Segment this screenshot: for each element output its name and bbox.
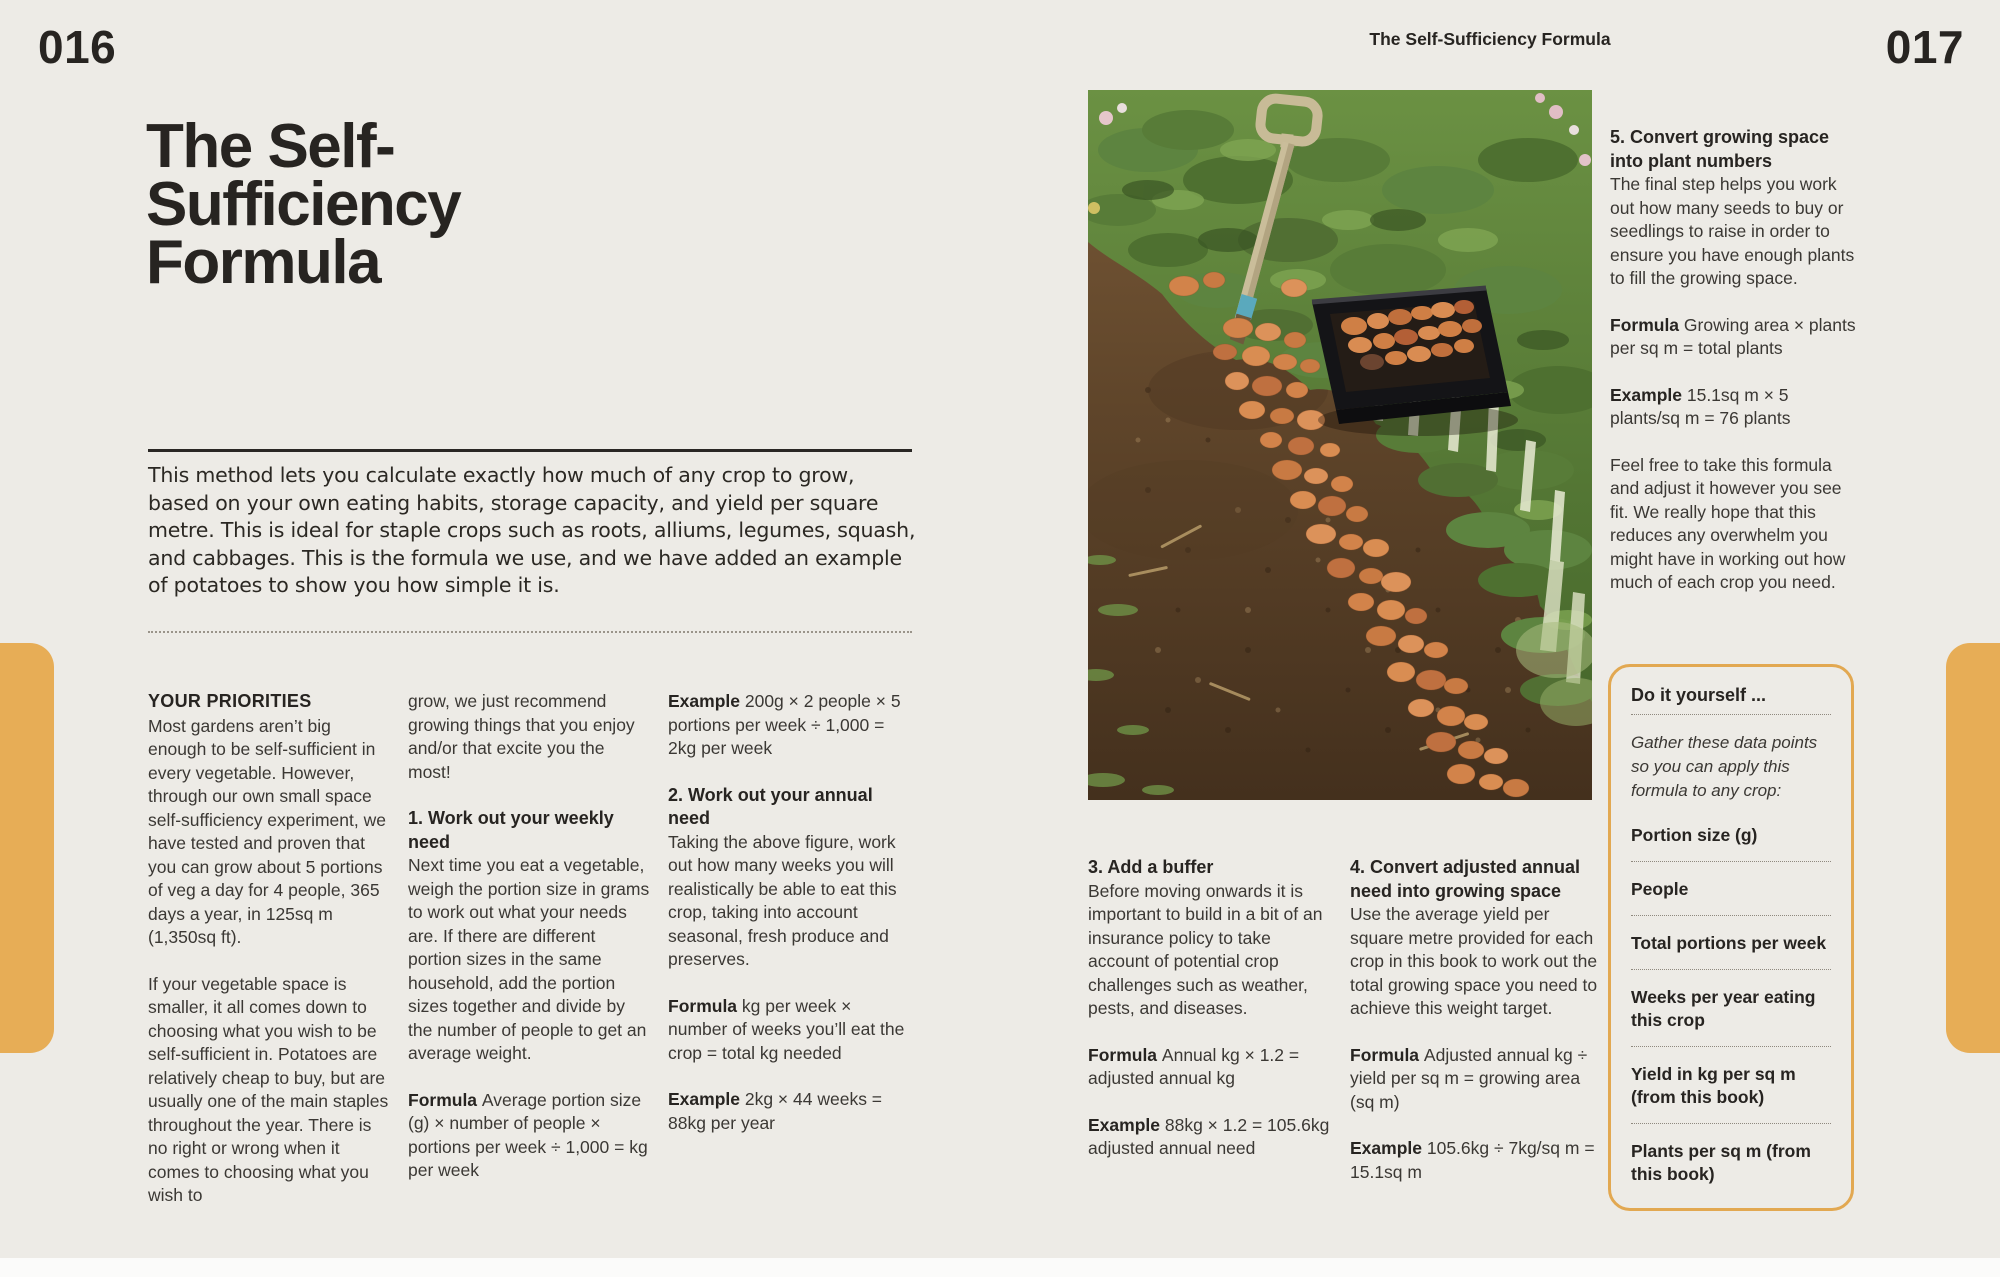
example-text: 200g × 2 people × 5 portions per week ÷ 1,000 = 2kg per week	[668, 691, 901, 758]
example-label: Example	[668, 1089, 740, 1109]
step4-body: Use the average yield per square metre provided for each crop in this book to work out the total growing space you need to achieve this weight target.	[1350, 904, 1598, 1018]
example-text: 88kg × 1.2 = 105.6kg adjusted annual need	[1088, 1114, 1330, 1158]
formula-text: Annual kg × 1.2 = adjusted annual kg	[1088, 1044, 1300, 1088]
formula-label: Formula	[408, 1089, 478, 1110]
step5-example-paragraph	[1610, 384, 1860, 431]
potato-crate	[1312, 288, 1518, 436]
step5-body: The final step helps you work out how many seeds to buy or seedlings to raise in order to ensure you have enough plants to fill the growing space.	[1610, 174, 1855, 288]
formula-label: Formula	[1350, 1044, 1420, 1065]
right-edge-tab	[1946, 643, 2000, 1053]
step5-formula-paragraph	[1610, 314, 1860, 361]
step4-example-paragraph	[1350, 1137, 1598, 1184]
do-it-yourself-box	[1608, 664, 1854, 1211]
example-text: 105.6kg ÷ 7kg/sq m = 15.1sq m	[1350, 1138, 1595, 1182]
formula-label: Formula	[668, 995, 738, 1016]
title-line-1: The Self-	[146, 112, 395, 181]
step2-heading: 2. Work out your annual need	[668, 784, 873, 828]
step3-example-paragraph	[1088, 1114, 1334, 1161]
page-left	[0, 0, 1000, 1258]
page-title	[146, 112, 461, 297]
formula-text: Average portion size (g) × number of people × portions per week ÷ 1,000 = kg per week	[408, 1089, 648, 1180]
step5-closing-paragraph: Feel free to take this formula and adjust it however you see fit. We really hope that this reduces any overwhelm you might have in working out how much of each crop you need.	[1610, 454, 1846, 592]
intro-paragraph: This method lets you calculate exactly how much of any crop to grow, based on your own eating habits, storage capacity, and yield per square metre. This is ideal for staple crops such as roots, alliums, legumes, squash, and cabbages. This is the formula we use, and we have added an example of potatoes to show you how simple it is.	[148, 463, 916, 597]
diy-field-total-portions: Total portions per week	[1631, 932, 1831, 970]
diy-field-weeks-per-year: Weeks per year eating this crop	[1631, 986, 1831, 1047]
page-number-right: 017	[1885, 21, 1964, 73]
step2-body: Taking the above figure, work out how many weeks you will realistically be able to eat this crop, taking into account seasonal, fresh produce and preserves.	[668, 831, 897, 969]
garden-harvest-photo	[1088, 90, 1592, 800]
left-edge-tab	[0, 643, 54, 1053]
title-line-3: Formula	[146, 228, 381, 297]
example-label: Example	[668, 691, 740, 711]
intro-divider-dotted-rule	[148, 631, 912, 633]
step3-body: Before moving onwards it is important to build in a bit of an insurance policy to take account of potential crop challenges such as weather, pests, and diseases.	[1088, 880, 1323, 1018]
diy-field-people: People	[1631, 878, 1831, 916]
step3-formula-paragraph	[1088, 1044, 1334, 1091]
diy-box-title: Do it yourself ...	[1631, 685, 1767, 705]
fill-in-dotted-line	[1631, 1123, 1831, 1124]
left-column-3	[668, 690, 914, 1135]
page-number-left: 016	[38, 21, 117, 73]
fill-in-dotted-line	[1631, 915, 1831, 916]
formula-label: Formula	[1088, 1044, 1158, 1065]
garden-photo-illustration	[1088, 90, 1592, 800]
diy-field-yield: Yield in kg per sq m (from this book)	[1631, 1063, 1831, 1124]
left-column-2	[408, 690, 652, 1183]
your-priorities-heading: YOUR PRIORITIES	[148, 691, 312, 711]
formula-text: Adjusted annual kg ÷ yield per sq m = growing area (sq m)	[1350, 1044, 1588, 1112]
example-text: 2kg × 44 weeks = 88kg per year	[668, 1089, 883, 1133]
title-line-2: Sufficiency	[146, 170, 461, 239]
diy-field-portion-size: Portion size (g)	[1631, 824, 1831, 862]
fill-in-dotted-line	[1631, 1046, 1831, 1047]
diy-field-plants-per-sqm: Plants per sq m (from this book)	[1631, 1141, 1811, 1184]
step1-body: Next time you eat a vegetable, weigh the portion size in grams to work out what your needs are. If there are different portion sizes in the same household, add the portion sizes together and divide by the number of people to get an average weight.	[408, 855, 650, 1063]
step4-formula-paragraph	[1350, 1044, 1598, 1115]
diy-title-dotted-rule	[1631, 714, 1831, 715]
fill-in-dotted-line	[1631, 969, 1831, 970]
right-column-step3	[1088, 856, 1334, 1161]
step4-heading: 4. Convert adjusted annual need into growing space	[1350, 857, 1581, 901]
title-divider-rule	[148, 449, 912, 452]
step1-example-paragraph	[668, 690, 914, 761]
example-label: Example	[1610, 384, 1682, 405]
example-text: 15.1sq m × 5 plants/sq m = 76 plants	[1610, 384, 1791, 428]
priorities-paragraph-1: Most gardens aren’t big enough to be self-sufficient in every vegetable. However, through our own small space self-sufficiency experiment, we have tested and proven that you can grow about 5 portions of veg a day for 4 people, 365 days a year, in 125sq m (1,350sq ft).	[148, 715, 386, 947]
formula-text: kg per week × number of weeks you’ll eat the crop = total kg needed	[668, 995, 905, 1063]
example-label: Example	[1088, 1114, 1160, 1135]
page-right	[1000, 0, 2000, 1258]
step1-formula-paragraph	[408, 1089, 652, 1183]
step5-heading: 5. Convert growing space into plant numbers	[1610, 127, 1830, 171]
step3-heading: 3. Add a buffer	[1088, 857, 1214, 877]
page-edge	[0, 1258, 2000, 1277]
left-column-1	[148, 690, 392, 1208]
right-column-step4	[1350, 856, 1598, 1184]
step2-formula-paragraph	[668, 995, 914, 1066]
priorities-paragraph-2: If your vegetable space is smaller, it all comes down to choosing what you wish to be self-sufficient in. Potatoes are relatively cheap to buy, but are usually one of the main staples throughout the year. There is no right or wrong when it comes to choosing what you wish to	[148, 973, 389, 1205]
step2-example-paragraph	[668, 1088, 914, 1135]
diy-box-intro: Gather these data points so you can apply this formula to any crop:	[1631, 733, 1818, 800]
running-header: The Self-Sufficiency Formula	[1369, 29, 1611, 49]
fill-in-dotted-line	[1631, 861, 1831, 862]
priorities-paragraph-3: grow, we just recommend growing things that you enjoy and/or that excite you the most!	[408, 691, 635, 782]
right-sidebar-step5	[1610, 126, 1860, 595]
example-label: Example	[1350, 1138, 1422, 1158]
formula-label: Formula	[1610, 314, 1680, 335]
step1-heading: 1. Work out your weekly need	[408, 808, 614, 852]
formula-text: Growing area × plants per sq m = total plants	[1610, 314, 1856, 358]
